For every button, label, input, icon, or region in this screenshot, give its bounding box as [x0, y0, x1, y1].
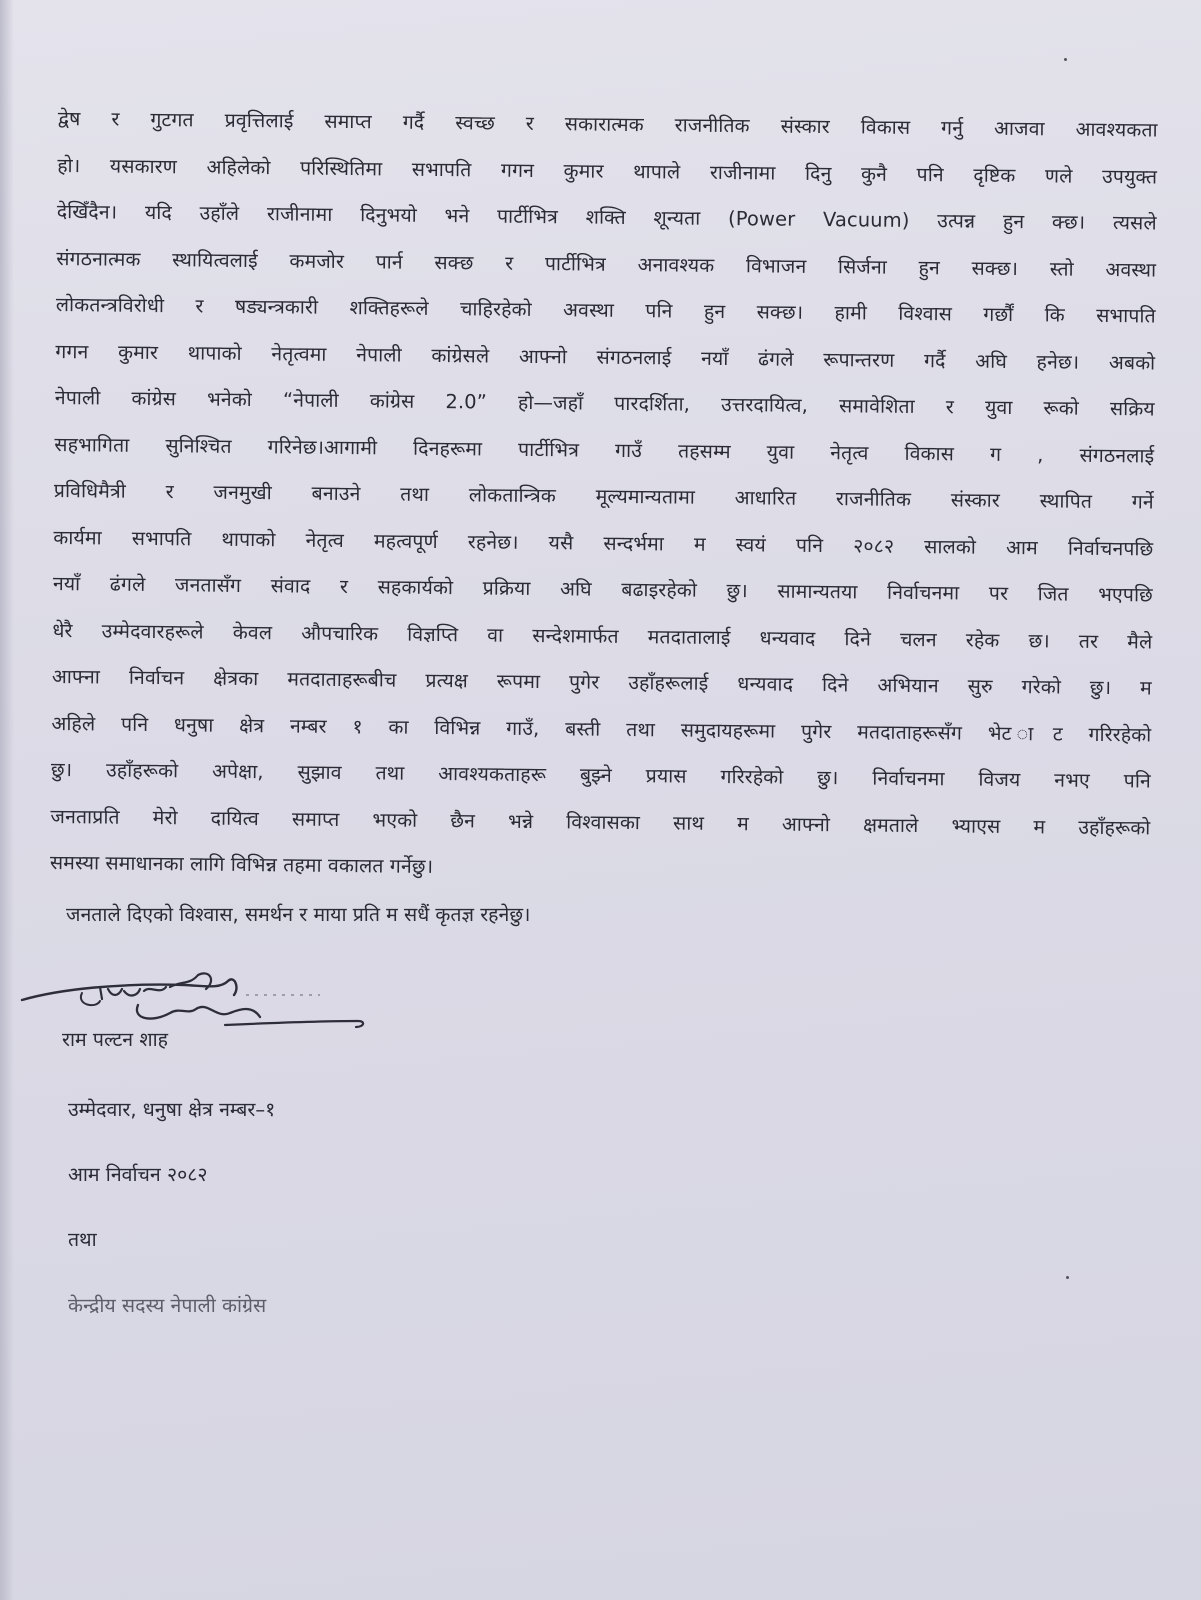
signatory-role: केन्द्रीय सदस्य नेपाली कांग्रेस: [68, 1294, 267, 1317]
body-line: लोकतन्त्रविरोधी र षड्यन्त्रकारी शक्तिहरूले चाहिरहेको अवस्था पनि हुन सक्छ। हामी विश्वास गर्छौं कि सभापति: [55, 292, 1156, 328]
signatory-conjunction: तथा: [68, 1228, 97, 1251]
body-line: जनताप्रति मेरो दायित्व समाप्त भएको छैन भन्ने विश्वासका साथ म आफ्नो क्षमताले भ्याएस म उहाँहरूको: [50, 804, 1151, 839]
letter-body: [50, 96, 1158, 898]
body-line: प्रविधिमैत्री र जनमुखी बनाउने तथा लोकतान्त्रिक मूल्यमान्यतामा आधारित राजनीतिक संस्कार स्थापित गर्ने: [53, 478, 1154, 514]
signatory-candidacy: उम्मेदवार, धनुषा क्षेत्र नम्बर–१: [68, 1098, 276, 1121]
body-line: धेरै उम्मेदवारहरूले केवल औपचारिक विज्ञप्ति वा सन्देशमार्फत मतदातालाई धन्यवाद दिने चलन रहेक छ। तर मैले: [52, 618, 1153, 653]
body-line: आफ्ना निर्वाचन क्षेत्रका मतदाताहरूबीच प्रत्यक्ष रूपमा पुगेर उहाँहरूलाई धन्यवाद दिने अभियान सुरु गरेको छु। म: [51, 664, 1152, 700]
body-line: गगन कुमार थापाको नेतृत्वमा नेपाली कांग्रेसले आफ्नो संगठनलाई नयाँ ढंगले रूपान्तरण गर्दै अघि हनेछ। अबको: [55, 339, 1156, 375]
body-line: द्वेष र गुटगत प्रवृत्तिलाई समाप्त गर्दै स्वच्छ र सकारात्मक राजनीतिक संस्कार विकास गर्नु आजवा आवश्यकता: [57, 106, 1158, 142]
body-line: कार्यमा सभापति थापाको नेतृत्व महत्वपूर्ण रहनेछ। यसै सन्दर्भमा म स्वयं पनि २०८२ सालको आम निर्वाचनपछि: [53, 525, 1154, 560]
body-line: अहिले पनि धनुषा क्षेत्र नम्बर १ का विभिन्न गाउँ, बस्ती तथा समुदायहरूमा पुगेर मतदाताहरूसँग भेट ाट गरिरहेको: [51, 711, 1152, 746]
body-line: हो। यसकारण अहिलेको परिस्थितिमा सभापति गगन कुमार थापाले राजीनामा दिनु कुनै पनि दृष्टिक णले उपयुक्त: [57, 153, 1158, 189]
body-line: सहभागिता सुनिश्चित गरिनेछ।आगामी दिनहरूमा पार्टीभित्र गाउँ तहसम्म युवा नेतृत्व विकास ग , संगठनलाई: [54, 432, 1155, 467]
body-line: नेपाली कांग्रेस भनेको “नेपाली कांग्रेस 2.0” हो—जहाँ पारदर्शिता, उत्तरदायित्व, समावेशिता र युवा रूको सक्रिय: [54, 385, 1155, 421]
body-line: देखिँदैन। यदि उहाँले राजीनामा दिनुभयो भने पार्टीभित्र शक्ति शून्यता (Power Vacuum) उत्पन्न हुन क्छ। त्यसले: [56, 199, 1157, 235]
paper-speck: [1064, 58, 1067, 61]
signatory-election: आम निर्वाचन २०८२: [68, 1163, 208, 1186]
body-line: नयाँ ढंगले जनतासँग संवाद र सहकार्यको प्रक्रिया अघि बढाइरहेको छु। सामान्यतया निर्वाचनमा पर जित भएपछि: [52, 571, 1153, 607]
body-line: संगठनात्मक स्थायित्वलाई कमजोर पार्न सक्छ र पार्टीभित्र अनावश्यक विभाजन सिर्जना हुन सक्छ। स्तो अवस्था: [56, 246, 1157, 282]
closing-gratitude: जनताले दिएको विश्वास, समर्थन र माया प्रति म सधैं कृतज्ञ रहनेछु।: [66, 903, 531, 926]
signatory-name: राम पल्टन शाह: [62, 1028, 168, 1051]
body-line: छु। उहाँहरूको अपेक्षा, सुझाव तथा आवश्यकताहरू बुझ्ने प्रयास गरिरहेको छु। निर्वाचनमा विजय नभए पनि: [50, 757, 1152, 793]
page-edge-shadow: [0, 0, 14, 1600]
paper-speck: [1066, 1276, 1069, 1279]
body-line: समस्या समाधानका लागि विभिन्न तहमा वकालत गर्नेछु।: [49, 850, 434, 878]
